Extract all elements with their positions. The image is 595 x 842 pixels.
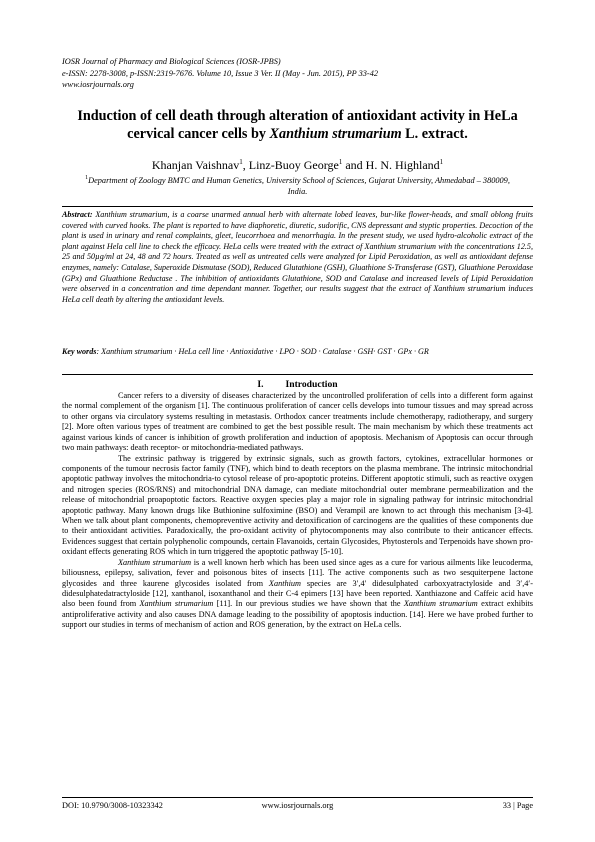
author-1-sup: 1 — [239, 158, 243, 166]
affiliation-text: Department of Zoology BMTC and Human Genetics, University School of Sciences, Gujarat University, Ahmedabad – 380009, India. — [88, 175, 510, 196]
footer-website: www.iosrjournals.org — [261, 801, 334, 810]
paragraph-2: The extrinsic pathway is triggered by extrinsic signals, such as growth factors, cytokines, extracellular hormones or components of the tumour necrosis factor family (TNF), which bind to death receptors on the plasma membrane. The intrinsic mitochondrial apoptotic pathway involves the mitochondria-to cytosol release of pro-apoptotic proteins. Different apoptotic stimuli, such as reactive oxygen and nitrogen species (ROS/RNS) and mitochondrial DNA damage, can mediate mitochondrial outer membrane permeabilization and the release of mitochondrial proapoptotic factors. Reactive oxygen species play a major role in signaling pathway for intrinsic mitochondrial apoptotic pathway. Many known drugs like Buthionine sulfoximine (BSO) and Verampil are known to act through this mechanism [3-4]. When we talk about plant components, chemopreventive activity and detoxification of carcinogens are the qualities of these components due to their antioxidant activities. Paradoxically, the pro-oxidant activity of phytocomponents may also contribute to their anticancer effects. Evidences suggest that certain polyphenolic compounds, certain Flavanoids, certain Glycosides, Phytosterols and Terpenoids have shown pro-oxidant effects generating ROS which in turn triggered the apoptotic pathway [5-10]. — [62, 453, 533, 557]
species-name: Xanthium strumarium — [403, 599, 478, 609]
journal-name: IOSR Journal of Pharmacy and Biological Sciences (IOSR-JPBS) — [62, 57, 281, 66]
section-heading — [62, 379, 533, 390]
author-list — [62, 155, 533, 172]
author-2-sup: 1 — [338, 158, 343, 166]
introduction-body — [62, 391, 533, 631]
journal-issn: e-ISSN: 2278-3008, p-ISSN:2319-7676. Volume 10, Issue 3 Ver. II (May - Jun. 2015), PP 33-42 — [62, 68, 378, 78]
author-3: and H. N. Highland — [342, 158, 440, 172]
journal-website: www.iosrjournals.org — [62, 80, 134, 89]
affiliation-sup: 1 — [85, 175, 89, 181]
title-part-2: L. extract. — [401, 125, 468, 142]
paragraph-3-text-d: extract exhibits antiproliferative activity and also causes DNA damage leading to the possibility of apoptosis induction. [14]. Here we have probed further to support our studies in terms of mechanism of action and ROS generation, by the extract on HeLa cells. — [62, 599, 533, 630]
abstract — [62, 210, 533, 305]
paragraph-3-text-b: species are 3′,4′ didesulphated carboxyatractyloside and 3′,4′-didesulphatedatractyloside [12], xanthanol, isoxanthanol and their C-4 epimers [13] have been reported. Xanthiazone and Caffeic acid have also been found from — [62, 578, 533, 609]
section-title: Introduction — [285, 379, 338, 390]
author-3-sup: 1 — [439, 158, 444, 166]
species-name: Xanthium — [268, 578, 301, 588]
species-name: Xanthium strumarium — [118, 557, 192, 567]
title-species: Xanthium strumarium — [269, 125, 402, 142]
paragraph-3-text-c: [11]. In our previous studies we have shown that the — [213, 599, 404, 609]
abstract-box — [62, 206, 533, 375]
species-name: Xanthium strumarium — [139, 599, 214, 609]
journal-header — [62, 56, 532, 91]
author-1: Khanjan Vaishnav — [151, 158, 240, 172]
keywords-text: : Xanthium strumarium · HeLa cell line · Antioxidative · LPO · SOD · Catalase · GSH· GST · GPx · GR — [96, 347, 429, 356]
footer-page-number: 33 | Page — [502, 801, 533, 810]
paper-title — [62, 108, 533, 143]
section-number: I. — [257, 379, 264, 390]
title-part-1: Induction of cell death through alteration of antioxidant activity in HeLa cervical cancer cells by — [77, 108, 518, 142]
paragraph-3 — [62, 558, 533, 631]
paragraph-1: Cancer refers to a diversity of diseases characterized by the uncontrolled proliferation of cells into a different form against the normal complement of the organism [1]. The continuous proliferation of cancer cells develops into tumour tissues and may spread across to other organs via circulatory systems resulting in metastasis. Orthodox cancer treatments include chemotherapy, radiotherapy, and surgery [2]. More often various types of treatment are combined to get the best possible result. The main mechanism by which these treatments act against various kinds of cancer is inhibition of growth proliferation and induction of apoptosis. Mechanism of Apoptosis can occur through two main pathways: death receptor- or mitochondria-mediated pathways. — [62, 391, 533, 453]
keywords-label: Key words — [62, 347, 97, 356]
abstract-label: Abstract: — [62, 210, 93, 219]
abstract-text: Xanthium strumarium, is a coarse unarmed annual herb with alternate lobed leaves, bur-like flower-heads, and small oblong fruits covered with curved hooks. The plant is reported to have diaphoretic, diuretic, sudorific, CNS depressant and styptic properties. Decoction of the plant is used in urinary and renal complaints, gleet, leucorrhoea and menorrhagia. In the present study, we used hydro-alcoholic extract of the plant against Hela cell line to check the efficacy. HeLa cells were treated with the extract of Xanthium strumarium with the concentrations 12.5, 25 and 50µg/ml at 24, 48 and 72 hours. Treated as well as untreated cells were analyzed for Lipid Peroxidation, as well as antioxidant defense enzymes, namely: Catalase, Superoxide Dismutase (SOD), Reduced Glutathione (GSH), Gluathione S-Transferase (GST), Gluathione Peroxidase (GPx) and Gluathione Reductase . The inhibition of antioxidants Glutathione, SOD and Catalase and increased levels of Lipid Peroxidation were observed in a concentration and time dependant manner. Together, our results suggest that the extract of Xanthium strumarium induces HeLa cell death by altering the antioxidant levels. — [62, 210, 534, 304]
paragraph-3-text-a: is a well known herb which has been used since ages as a cure for various ailments like leucoderma, biliousness, epilepsy, salivation, fever and poisonous bites of insects [11]. The active components such as two sesquiterpene lactone glycosides and three kaurene glycosides isolated from — [62, 557, 533, 588]
author-2: , Linz-Buoy George — [242, 158, 339, 172]
footer-rule — [62, 797, 533, 798]
footer-doi: DOI: 10.9790/3008-10323342 — [62, 801, 163, 810]
keywords — [62, 347, 533, 358]
affiliation — [80, 173, 515, 197]
